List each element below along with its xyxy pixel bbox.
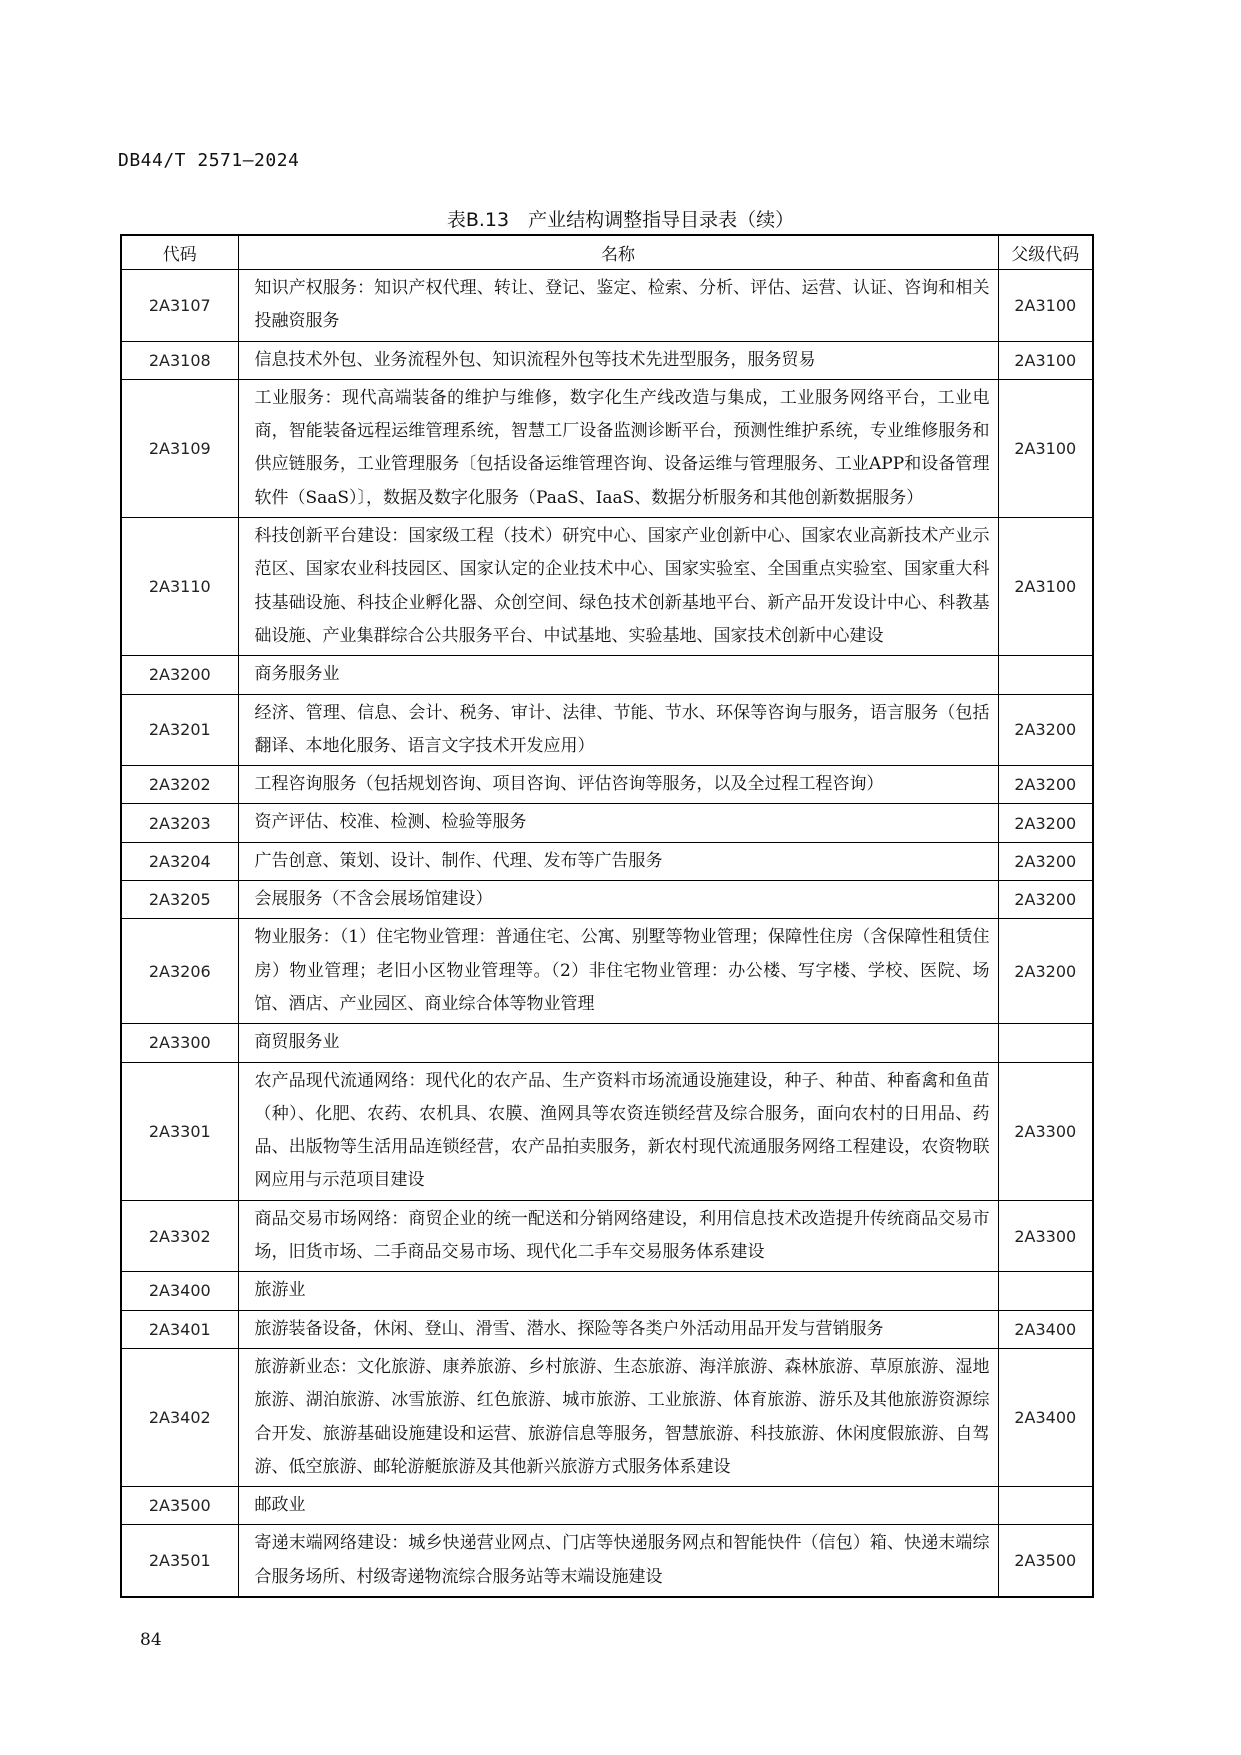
parent-code-cell: 2A3400	[998, 1310, 1093, 1348]
table-header-row	[121, 235, 1093, 270]
table-row	[121, 518, 1093, 656]
code-cell: 2A3301	[121, 1062, 238, 1200]
code-cell: 2A3300	[121, 1024, 238, 1062]
parent-code-cell: 2A3200	[998, 804, 1093, 842]
parent-code-cell: 2A3300	[998, 1062, 1093, 1200]
code-cell: 2A3401	[121, 1310, 238, 1348]
name-cell: 商务服务业	[238, 656, 998, 694]
name-cell: 广告创意、策划、设计、制作、代理、发布等广告服务	[238, 842, 998, 880]
table-row	[121, 1062, 1093, 1200]
parent-code-cell	[998, 1487, 1093, 1525]
table-row	[121, 842, 1093, 880]
table-row	[121, 804, 1093, 842]
table-row	[121, 1348, 1093, 1486]
code-cell: 2A3201	[121, 694, 238, 766]
parent-code-cell: 2A3200	[998, 881, 1093, 919]
parent-code-cell: 2A3100	[998, 379, 1093, 517]
code-cell: 2A3205	[121, 881, 238, 919]
parent-code-cell: 2A3100	[998, 270, 1093, 342]
parent-code-cell: 2A3400	[998, 1348, 1093, 1486]
table-row	[121, 766, 1093, 804]
table-row	[121, 694, 1093, 766]
table-row	[121, 919, 1093, 1024]
parent-code-cell: 2A3100	[998, 518, 1093, 656]
parent-code-cell	[998, 656, 1093, 694]
parent-code-cell: 2A3100	[998, 341, 1093, 379]
parent-code-cell: 2A3300	[998, 1200, 1093, 1272]
name-cell: 工程咨询服务（包括规划咨询、项目咨询、评估咨询等服务，以及全过程工程咨询）	[238, 766, 998, 804]
name-cell: 资产评估、校准、检测、检验等服务	[238, 804, 998, 842]
catalog-table	[120, 234, 1094, 1598]
name-cell: 旅游装备设备，休闲、登山、滑雪、潜水、探险等各类户外活动用品开发与营销服务	[238, 1310, 998, 1348]
parent-code-cell: 2A3200	[998, 766, 1093, 804]
table-row	[121, 881, 1093, 919]
name-cell: 寄递末端网络建设：城乡快递营业网点、门店等快递服务网点和智能快件（信包）箱、快递末端综合服务场所、村级寄递物流综合服务站等末端设施建设	[238, 1525, 998, 1597]
table-row	[121, 1024, 1093, 1062]
parent-code-cell	[998, 1272, 1093, 1310]
document-id: DB44/T 2571—2024	[118, 150, 300, 171]
name-cell: 物业服务：（1）住宅物业管理：普通住宅、公寓、别墅等物业管理；保障性住房（含保障性租赁住房）物业管理；老旧小区物业管理等。（2）非住宅物业管理：办公楼、写字楼、学校、医院、场馆、酒店、产业园区、商业综合体等物业管理	[238, 919, 998, 1024]
table-row	[121, 1525, 1093, 1597]
code-cell: 2A3500	[121, 1487, 238, 1525]
code-cell: 2A3402	[121, 1348, 238, 1486]
column-header-parent: 父级代码	[998, 235, 1093, 270]
table-row	[121, 656, 1093, 694]
code-cell: 2A3206	[121, 919, 238, 1024]
name-cell: 旅游业	[238, 1272, 998, 1310]
name-cell: 知识产权服务：知识产权代理、转让、登记、鉴定、检索、分析、评估、运营、认证、咨询和相关投融资服务	[238, 270, 998, 342]
name-cell: 信息技术外包、业务流程外包、知识流程外包等技术先进型服务，服务贸易	[238, 341, 998, 379]
table-body	[121, 270, 1093, 1597]
code-cell: 2A3202	[121, 766, 238, 804]
name-cell: 会展服务（不含会展场馆建设）	[238, 881, 998, 919]
parent-code-cell	[998, 1024, 1093, 1062]
column-header-name: 名称	[238, 235, 998, 270]
name-cell: 旅游新业态：文化旅游、康养旅游、乡村旅游、生态旅游、海洋旅游、森林旅游、草原旅游、湿地旅游、湖泊旅游、冰雪旅游、红色旅游、城市旅游、工业旅游、体育旅游、游乐及其他旅游资源综合开发、旅游基础设施建设和运营、旅游信息等服务，智慧旅游、科技旅游、休闲度假旅游、自驾游、低空旅游、邮轮游艇旅游及其他新兴旅游方式服务体系建设	[238, 1348, 998, 1486]
name-cell: 商贸服务业	[238, 1024, 998, 1062]
code-cell: 2A3400	[121, 1272, 238, 1310]
parent-code-cell: 2A3200	[998, 842, 1093, 880]
code-cell: 2A3108	[121, 341, 238, 379]
name-cell: 邮政业	[238, 1487, 998, 1525]
table-row	[121, 341, 1093, 379]
parent-code-cell: 2A3500	[998, 1525, 1093, 1597]
table-title: 表B.13 产业结构调整指导目录表（续）	[446, 209, 795, 231]
code-cell: 2A3203	[121, 804, 238, 842]
code-cell: 2A3107	[121, 270, 238, 342]
table-header	[121, 235, 1093, 270]
name-cell: 商品交易市场网络：商贸企业的统一配送和分销网络建设，利用信息技术改造提升传统商品交易市场，旧货市场、二手商品交易市场、现代化二手车交易服务体系建设	[238, 1200, 998, 1272]
code-cell: 2A3501	[121, 1525, 238, 1597]
parent-code-cell: 2A3200	[998, 919, 1093, 1024]
table-row	[121, 379, 1093, 517]
code-cell: 2A3204	[121, 842, 238, 880]
code-cell: 2A3302	[121, 1200, 238, 1272]
name-cell: 经济、管理、信息、会计、税务、审计、法律、节能、节水、环保等咨询与服务，语言服务（包括翻译、本地化服务、语言文字技术开发应用）	[238, 694, 998, 766]
table-row	[121, 1272, 1093, 1310]
table-row	[121, 270, 1093, 342]
code-cell: 2A3110	[121, 518, 238, 656]
code-cell: 2A3200	[121, 656, 238, 694]
page-number: 84	[140, 1630, 162, 1650]
code-cell: 2A3109	[121, 379, 238, 517]
name-cell: 科技创新平台建设：国家级工程（技术）研究中心、国家产业创新中心、国家农业高新技术产业示范区、国家农业科技园区、国家认定的企业技术中心、国家实验室、全国重点实验室、国家重大科技基础设施、科技企业孵化器、众创空间、绿色技术创新基地平台、新产品开发设计中心、科教基础设施、产业集群综合公共服务平台、中试基地、实验基地、国家技术创新中心建设	[238, 518, 998, 656]
table-row	[121, 1487, 1093, 1525]
name-cell: 农产品现代流通网络：现代化的农产品、生产资料市场流通设施建设，种子、种苗、种畜禽和鱼苗（种）、化肥、农药、农机具、农膜、渔网具等农资连锁经营及综合服务，面向农村的日用品、药品、出版物等生活用品连锁经营，农产品拍卖服务，新农村现代流通服务网络工程建设，农资物联网应用与示范项目建设	[238, 1062, 998, 1200]
table-row	[121, 1200, 1093, 1272]
parent-code-cell: 2A3200	[998, 694, 1093, 766]
table-row	[121, 1310, 1093, 1348]
column-header-code: 代码	[121, 235, 238, 270]
name-cell: 工业服务：现代高端装备的维护与维修，数字化生产线改造与集成，工业服务网络平台，工业电商，智能装备远程运维管理系统，智慧工厂设备监测诊断平台，预测性维护系统，专业维修服务和供应链服务，工业管理服务〔包括设备运维管理咨询、设备运维与管理服务、工业APP和设备管理软件（SaaS）〕，数据及数字化服务（PaaS、IaaS、数据分析服务和其他创新数据服务）	[238, 379, 998, 517]
